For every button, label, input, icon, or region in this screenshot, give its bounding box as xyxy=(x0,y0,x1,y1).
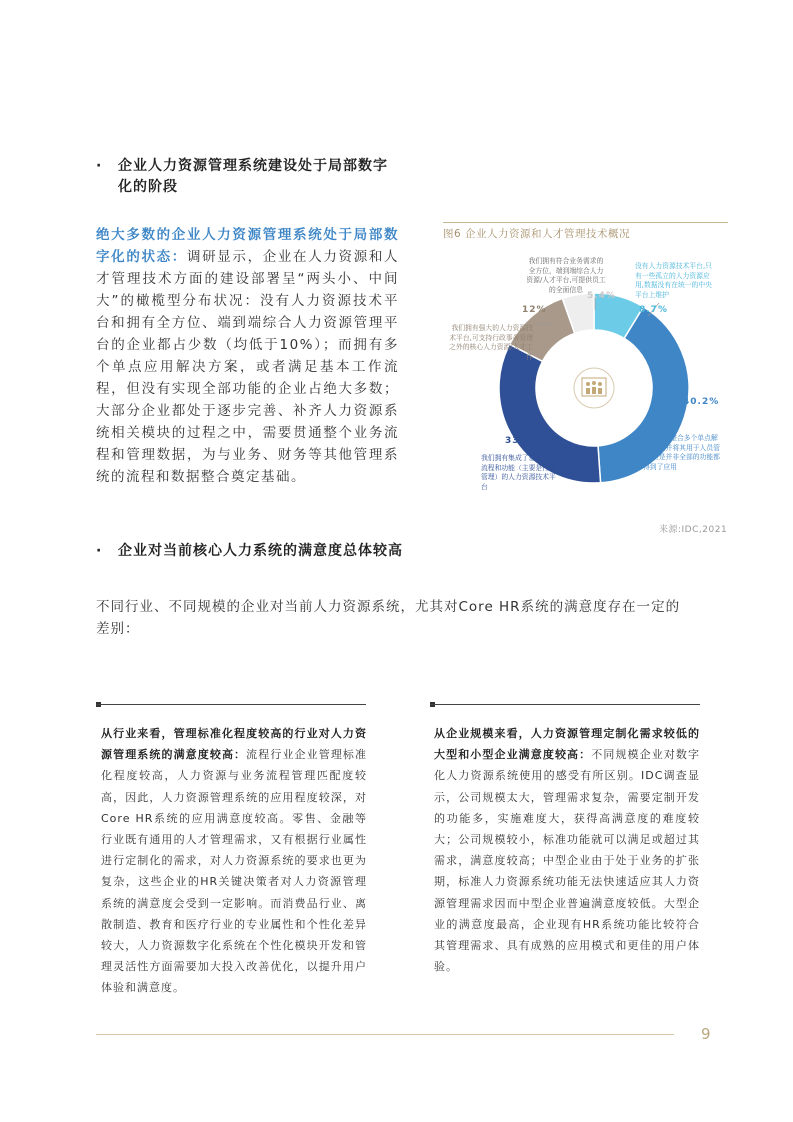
page-number: 9 xyxy=(701,1025,711,1043)
chart-area xyxy=(443,244,733,514)
bullet-dot: · xyxy=(96,543,103,559)
intro-line2: 差别： xyxy=(96,621,140,637)
lead-highlight: 绝大多数的企业人力资源管理系统处于局部数字化的状态： xyxy=(96,227,399,265)
right-column-body: 不同规模企业对数字化人力资源系统使用的感受有所区别。IDC调查显示，公司规模太大，管理需求复杂，需要定制开发的功能多，实施难度大，获得高满意度的难度较大；公司规模较小，标准功能就可以满足或超过其需求，满意度较高；中型企业由于处于业务的扩张期，标准人力资源系统功能无法快速适应其人力资源管理需求因而中型企业普遍满意度较低。大型企业的满意度最高，企业现有HR系统功能比较符合其管理需求、具有成熟的应用模式和更佳的用户体验。 xyxy=(434,748,701,974)
section1-heading xyxy=(96,156,418,198)
figure-top-rule xyxy=(443,222,728,223)
section1-heading-line2: 化的阶段 xyxy=(118,179,178,195)
slice-value-5-4: 5.4% xyxy=(587,291,616,301)
left-column-bold: 从行业来看，管理标准化程度较高的行业对人力资源管理系统的满意度较高： xyxy=(101,727,367,762)
right-column-rule xyxy=(430,704,700,705)
slice-value-40-2: 40.2% xyxy=(683,397,720,407)
figure-title: 图6 企业人力资源和人才管理技术概况 xyxy=(443,228,631,240)
slice-value-12: 12% xyxy=(522,305,547,315)
figure-source: 来源:IDC,2021 xyxy=(659,525,728,535)
intro-line1: 不同行业、不同规模的企业对当前人力资源系统，尤其对Core HR系统的满意度存在一定的 xyxy=(96,599,681,615)
people-chart-icon xyxy=(574,368,614,408)
section2-heading-text: 企业对当前核心人力系统的满意度总体较高 xyxy=(118,543,403,559)
intro-paragraph xyxy=(96,596,716,640)
left-column-rule xyxy=(96,704,366,705)
slice-value-33-7: 33.7% xyxy=(505,436,542,446)
bullet-dot: · xyxy=(96,158,103,174)
note-33-7: 我们拥有集成了基本工作流程和功能（主要是行政管理）的人力资源技术平台 xyxy=(481,454,556,491)
lead-paragraph xyxy=(96,224,399,488)
right-column-bold: 从企业规模来看，人力资源管理定制化需求较低的大型和小型企业满意度较高： xyxy=(434,727,700,762)
left-column-text xyxy=(101,723,367,999)
right-column-text xyxy=(434,723,700,977)
footer-rule xyxy=(96,1034,674,1035)
section1-heading-line1: 企业人力资源管理系统建设处于局部数字 xyxy=(118,158,388,174)
left-column-body: 流程行业企业管理标准化程度较高，人力资源与业务流程管理匹配度较高，因此，人力资源管理系统的应用程度较深，对Core HR系统的应用满意度较高。零售、金融等行业既有通用的人才管理需求，又有根据行业属性进行定制化的需求，对人力资源系统的要求也更为复杂，这些企业的HR关键决策者对人力资源管理系统的满意度会受到一定影响。而消费品行业、离散制造、教育和医疗行业的专业属性和个性化差异较大，人力资源数字化系统在个性化模块开发和管理灵活性方面需要加大投入改善优化，以提升用户体验和满意度。 xyxy=(101,748,368,995)
lead-body: 调研显示，企业在人力资源和人才管理技术方面的建设部署呈“两头小、中间大”的橄榄型分布状况：没有人力资源技术平台和拥有全方位、端到端综合人力资源管理平台的企业都占少数（均低于10%）；而拥有多个单点应用解决方案，或者满足基本工作流程，但没有实现全部功能的企业占绝大多数；大部分企业都处于逐步完善、补齐人力资源系统相关模块的过程之中，需要贯通整个业务流程和管理数据，为与业务、财务等其他管理系统的流程和数据整合奠定基础。 xyxy=(96,249,400,485)
note-40-2: 我们正在整合多个单点解决方案,并将其用于人员管理,但是并非全部的功能都得到了应用 xyxy=(643,434,720,471)
note-8-7: 没有人力资源技术平台,只有一些孤立的人力资源应用,数据没有在统一的中央平台上维护 xyxy=(635,262,712,299)
note-5-4: 我们拥有符合业务需求的全方位，端到端综合人力资源/人才平台,可提供员工的全面信息 xyxy=(526,257,606,294)
section2-heading xyxy=(96,541,438,562)
slice-value-8-7: 8.7% xyxy=(639,305,668,315)
note-12: 我们拥有强大的人力资源技术平台,可支持行政事务管理之外的核心人力资源/人才工作 xyxy=(449,324,533,361)
